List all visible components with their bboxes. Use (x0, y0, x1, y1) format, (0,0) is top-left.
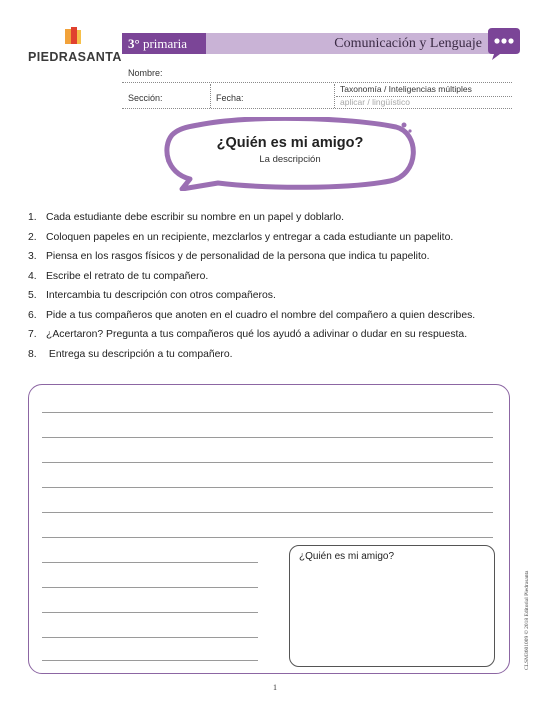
writing-line[interactable] (42, 487, 493, 488)
writing-line[interactable] (42, 462, 493, 463)
friend-name-box[interactable] (289, 545, 495, 667)
item-number: 3. (28, 251, 37, 262)
section-label: Sección: (128, 93, 163, 103)
activity-subtitle: La descripción (259, 154, 321, 165)
friend-name-box-label: ¿Quién es mi amigo? (299, 551, 395, 562)
speech-bubble-icon (486, 26, 522, 62)
list-item (28, 230, 518, 250)
item-text: Piensa en los rasgos físicos y de personalidad de la persona que indica tu papelito. (46, 251, 430, 262)
item-number: 1. (28, 212, 37, 223)
activity-title: ¿Quién es mi amigo? (216, 135, 364, 151)
writing-line[interactable] (42, 537, 493, 538)
list-item (28, 249, 518, 269)
item-text: Intercambia tu descripción con otros compañeros. (46, 290, 276, 301)
name-field[interactable] (122, 82, 512, 83)
writing-line[interactable] (42, 637, 258, 638)
item-number: 2. (28, 231, 37, 243)
list-item (28, 288, 518, 308)
grade-label: primaria (142, 36, 187, 51)
item-text: Entrega su descripción a tu compañero. (46, 348, 233, 360)
page-number: 1 (273, 683, 277, 692)
copyright-code: CLSM3601009 © 2018 Editorial Piedrasanta (524, 570, 530, 670)
item-text: Coloquen papeles en un recipiente, mezclarlos y entregar a cada estudiante un papelito. (46, 231, 454, 243)
list-item (28, 269, 518, 289)
taxonomy-label: Taxonomía / Inteligencias múltiples (340, 84, 472, 94)
field-divider (210, 84, 211, 108)
item-text: Cada estudiante debe escribir su nombre en un papel y doblarlo. (46, 212, 345, 223)
writing-line[interactable] (42, 412, 493, 413)
book-logo-icon (62, 26, 84, 48)
date-label: Fecha: (216, 93, 244, 103)
piedrasanta-logo (28, 26, 128, 66)
taxonomy-value: aplicar / lingüístico (340, 97, 410, 107)
writing-line[interactable] (42, 562, 258, 563)
writing-line[interactable] (42, 437, 493, 438)
name-label: Nombre: (128, 68, 163, 78)
header-bar (122, 33, 516, 54)
item-number: 5. (28, 290, 37, 301)
writing-line[interactable] (42, 587, 258, 588)
list-item (28, 347, 518, 367)
list-item (28, 210, 518, 230)
item-number: 7. (28, 329, 37, 340)
grade-badge (122, 33, 206, 54)
writing-line[interactable] (42, 660, 258, 661)
section-date-field[interactable] (122, 108, 512, 109)
subject-title: Comunicación y Lenguaje (334, 36, 482, 51)
list-item (28, 308, 518, 328)
grade-number: 3° (128, 36, 140, 51)
item-number: 6. (28, 309, 37, 321)
item-number: 8. (28, 348, 37, 360)
writing-line[interactable] (42, 612, 258, 613)
field-divider (334, 84, 335, 108)
item-text: Escribe el retrato de tu compañero. (46, 270, 209, 282)
logo-text: PIEDRASANTA (28, 50, 122, 64)
list-item (28, 327, 518, 347)
item-number: 4. (28, 270, 37, 282)
item-text: ¿Acertaron? Pregunta a tus compañeros qué los ayudó a adivinar o dudar en su respuesta. (46, 329, 468, 340)
item-text: Pide a tus compañeros que anoten en el cuadro el nombre del compañero a quien describes. (46, 309, 476, 321)
writing-line[interactable] (42, 512, 493, 513)
instruction-list (28, 210, 518, 366)
